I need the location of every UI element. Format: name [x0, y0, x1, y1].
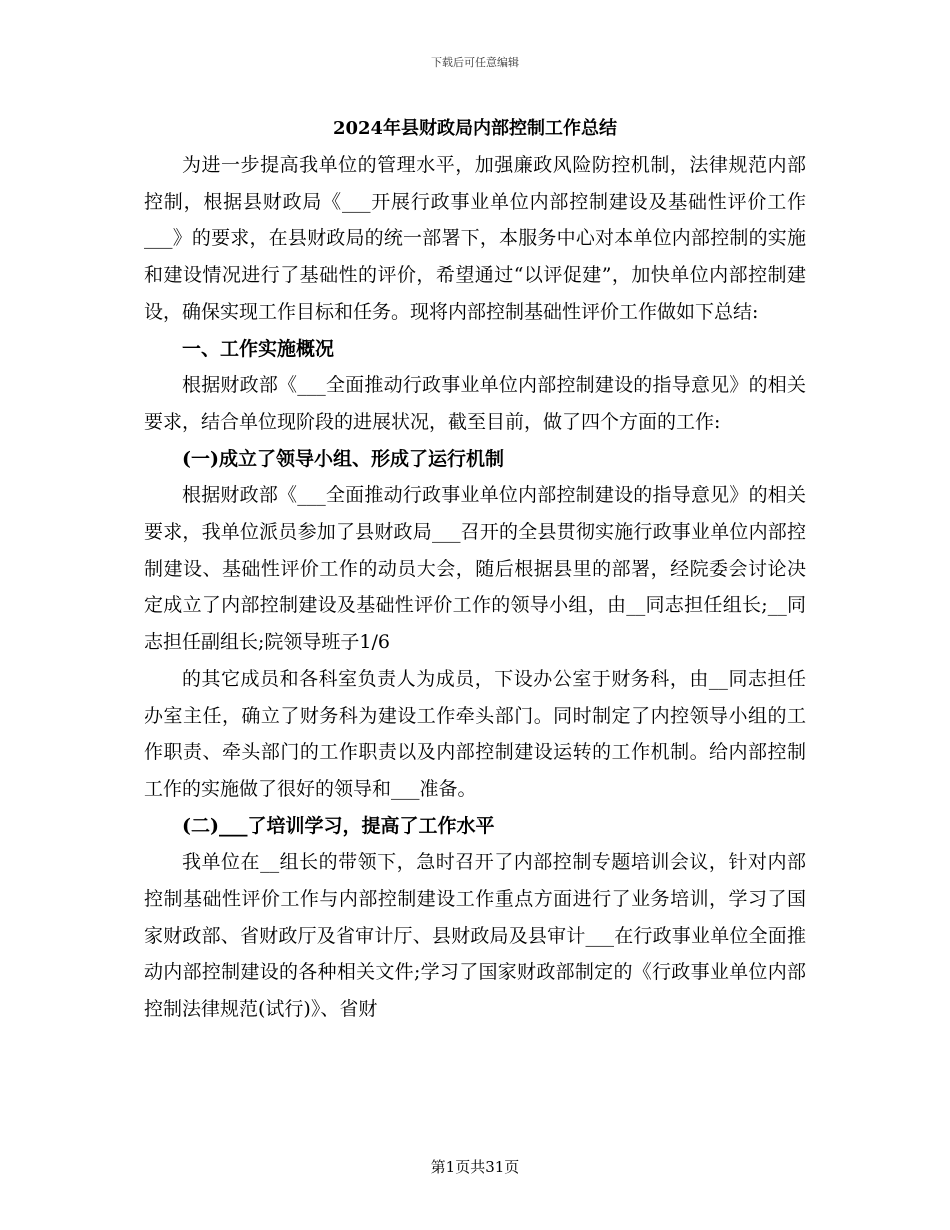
subsection-1-paragraph-a: 根据财政部《___全面推动行政事业单位内部控制建设的指导意见》的相关要求，我单位派员参加了县财政局___召开的全县贯彻实施行政事业单位内部控制建设、基础性评价工作的动员大会，随后根据县里的部署，经院委会讨论决定成立了内部控制建设及基础性评价工作的领导小组，由__同志担任组长;__同志担任副组长;院领导班子1/6 — [144, 484, 806, 654]
page-number: 第1页共31页 — [430, 1158, 520, 1176]
subsection-1-paragraph-b: 的其它成员和各科室负责人为成员，下设办公室于财务科，由__同志担任办室主任，确立了财务科为建设工作牵头部门。同时制定了内控领导小组的工作职责、牵头部门的工作职责以及内部控制建设运转的工作机制。给内部控制工作的实施做了很好的领导和___准备。 — [144, 667, 806, 800]
subsection-heading-1: (一)成立了领导小组、形成了运行机制 — [182, 447, 504, 470]
document-body — [144, 111, 806, 1028]
document-title: 2024年县财政局内部控制工作总结 — [332, 118, 618, 139]
section-heading-1: 一、工作实施概况 — [182, 337, 335, 360]
header-note: 下载后可任意编辑 — [431, 56, 519, 69]
subsection-heading-2: (二)___了培训学习，提高了工作水平 — [182, 814, 495, 837]
intro-paragraph: 为进一步提高我单位的管理水平，加强廉政风险防控机制，法律规范内部控制，根据县财政局《___开展行政事业单位内部控制建设及基础性评价工作___》的要求，在县财政局的统一部署下，本服务中心对本单位内部控制的实施和建设情况进行了基础性的评价，希望通过“以评促建”，加快单位内部控制建设，确保实现工作目标和任务。现将内部控制基础性评价工作做如下总结: — [144, 154, 806, 323]
section-1-paragraph: 根据财政部《___全面推动行政事业单位内部控制建设的指导意见》的相关要求，结合单位现阶段的进展状况，截至目前，做了四个方面的工作: — [144, 374, 806, 433]
subsection-2-paragraph: 我单位在__组长的带领下，急时召开了内部控制专题培训会议，针对内部控制基础性评价工作与内部控制建设工作重点方面进行了业务培训，学习了国家财政部、省财政厅及省审计厅、县财政局及县审计___在行政事业单位全面推动内部控制建设的各种相关文件;学习了国家财政部制定的《行政事业单位内部控制法律规范(试行)》、省财 — [144, 851, 806, 1021]
